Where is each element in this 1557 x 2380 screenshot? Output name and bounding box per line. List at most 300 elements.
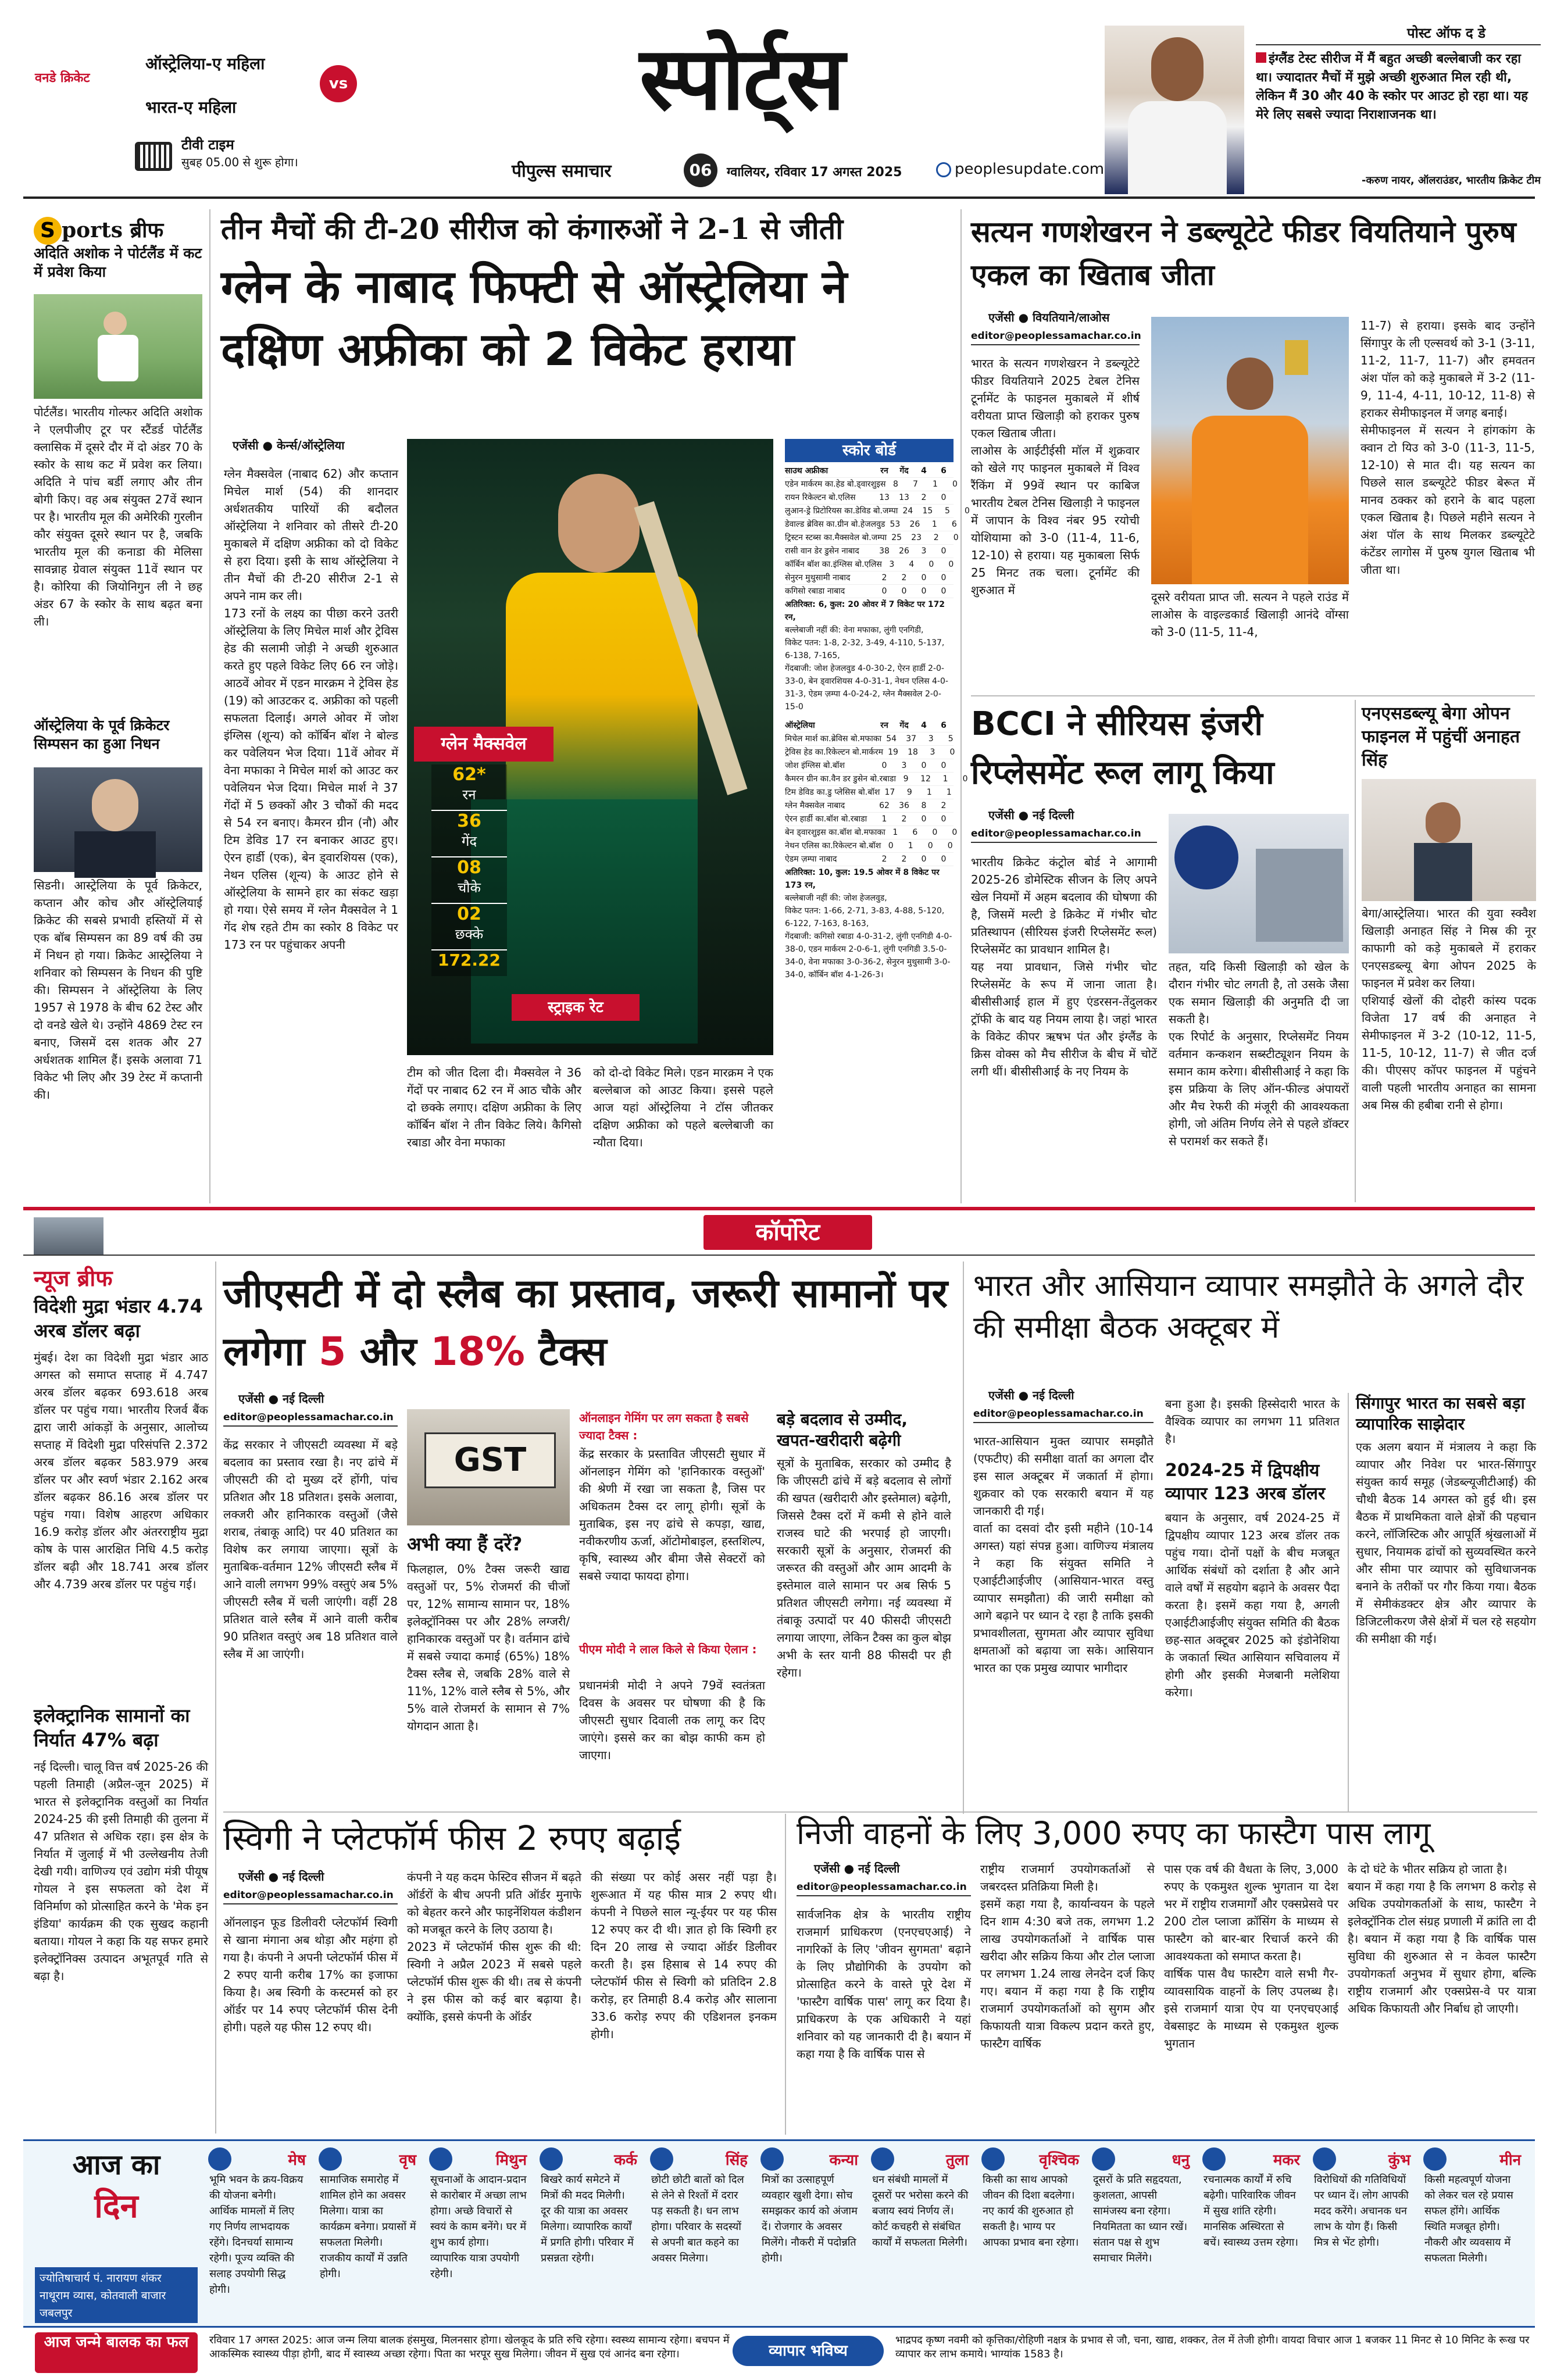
fastag-col-2: राष्ट्रीय राजमार्ग उपयोगकर्ताओं से जबरदस्त प्रतिक्रिया मिली है। इसमें कहा गया है, कार्यान्वयन के पहले दिन शाम 4:30 बजे तक, लगभग 1.2 लाख उपयोगकर्ताओं ने वार्षिक पास खरीदा और सक्रिय किया और टोल प्लाजा पर लगभग 1.24 लाख लेनदेन दर्ज किए गए। बयान में कहा गया है कि राष्ट्रीय राजमार्ग उपयोगकर्ताओं को सुगम और किफायती यात्रा विकल्प प्रदान करते हुए, फास्टैग वार्षिक bbox=[980, 1862, 1155, 2050]
header2-balls: गेंद bbox=[899, 721, 909, 730]
stat-balls-value: 36 bbox=[457, 811, 481, 831]
swiggy-col-2: कंपनी ने यह कदम फेस्टिव सीजन में बढ़ते ऑर्डरों के बीच अपनी प्रति ऑर्डर मुनाफे को बेहतर करने और फाइनेंशियल कंडीशन को मजबूत करने के लिए उठाया है। 2023 में प्लेटफॉर्म फीस शुरू की थी: स्विगी ने अप्रैल 2023 में सबसे पहले प्लेटफॉर्म फीस शुरू की थी। तब से कंपनी ने इस फीस को कई बार बढ़ाया है। क्योंकि, इससे कंपनी के ऑर्डर bbox=[407, 1870, 581, 2024]
bcci-col-2: तहत, यदि किसी खिलाड़ी को खेल के दौरान गंभीर चोट लगती है, तो उसके जैसा एक समान खिलाड़ी की अनुमति दी जा सकती है। एक रिपोर्ट के अनुसार, रिप्लेसमेंट नियम वर्तमान कन्कशन सब्स्टीट्यूशन नियम के समान काम करेगा। बीसीसीआई ने कहा कि इस प्रक्रिया के लिए ऑन-फील्ड अंपायरों और मैच रेफरी की मंजूरी की आवश्यकता होगी, जो अंतिम निर्णय लेने से पहले डॉक्टर से परामर्श कर सकते हैं। bbox=[1169, 960, 1349, 1148]
swiggy-byline: एजेंसी ● नई दिल्ली bbox=[238, 1870, 324, 1884]
batter-name: टिम डेविड का.डु प्लेसिस बो.बॉश bbox=[785, 788, 880, 797]
rashi-6 bbox=[756, 2144, 864, 2323]
satyan-email[interactable]: editor@peoplessamachar.co.in bbox=[971, 330, 1140, 345]
batter-stat: 0 bbox=[881, 761, 887, 770]
team1-fow: विकेट पतन: 1-8, 2-32, 3-49, 4-110, 5-137, 6-138, 7-165, bbox=[785, 638, 945, 660]
satyan-col-2: दूसरे वरीयता प्राप्त जी. सत्यन ने पहले राउंड में लाओस के वाइल्डकार्ड खिलाड़ी आनंदे वोंग्सा को 3-0 (11-5, 11-4, bbox=[1151, 590, 1353, 639]
rashi-name: धनु bbox=[1172, 2152, 1190, 2169]
masthead-rule bbox=[23, 196, 1535, 199]
batter-stat: 2 bbox=[901, 855, 907, 864]
rashi-text: किसी का साथ आपको जीवन की दिशा बदलेगा। नए कार्य की शुरुआत हो सकती है। भाग्य पर आपका प्रभाव बना रहेगा। bbox=[983, 2174, 1079, 2249]
asean-col-1: भारत-आसियान मुक्त व्यापार समझौते (एफटीए) की समीक्षा वार्ता का अगला दौर इस साल अक्टूबर में जकार्ता में होगा। शुक्रवार को एक सरकारी बयान में यह जानकारी दी गई। वार्ता का दसवां दौर इसी महीने (10-14 अगस्त) यहां संपन्न हुआ। वाणिज्य मंत्रालय ने कहा कि संयुक्त समिति ने एआईटीआईजीए (आसियान-भारत वस्तु व्यापार समझौता) की जारी समीक्षा को आगे बढ़ाने पर ध्यान दे रहा है ताकि इसकी प्रभावशीलता, सुगमता और व्यापार सुविधा क्षमताओं को बढ़ाया जा सके। आसियान भारत का एक प्रमुख व्यापार भागीदार bbox=[973, 1434, 1154, 1675]
batter-stat: 0 bbox=[888, 841, 894, 850]
stat-sixes-label: छक्के bbox=[455, 926, 484, 942]
team2-name: ऑस्ट्रेलिया bbox=[785, 721, 815, 730]
swiggy-email[interactable]: editor@peoplessamachar.co.in bbox=[223, 1889, 398, 1904]
golfer-photo bbox=[34, 294, 202, 399]
zodiac-icon bbox=[1313, 2147, 1336, 2171]
fastag-col-4: के दो घंटे के भीतर सक्रिय हो जाता है। बयान में कहा गया है कि लगभग 8 करोड़ से अधिक उपयोगकर्ताओं के साथ, फास्टैग ने इलेक्ट्रॉनिक टोल संग्रह प्रणाली में क्रांति ला दी है। बयान में कहा गया है कि वार्षिक पास सुविधा की शुरुआत से न केवल फास्टैग उपयोगकर्ता अनुभव में सुधार होगा, बल्कि राष्ट्रीय राजमार्ग और एक्सप्रेस-वे पर यात्रा अधिक किफायती और निर्बाध हो जाएगी। bbox=[1348, 1862, 1536, 2016]
rashi-text: विरोधियों की गतिविधियों पर ध्यान दें। लोग आपकी मदद करेंगे। अचानक धन लाभ के योग हैं। किसी मित्र से भेंट होगी। bbox=[1314, 2174, 1409, 2249]
stat-fours bbox=[431, 857, 507, 904]
main-col-1: ग्लेन मैक्सवेल (नाबाद 62) और कप्तान मिचेल मार्श (54) की शानदार अर्धशतकीय पारियों की बदौलत ऑस्ट्रेलिया ने शनिवार को तीसरे टी-20 मुकाबले में दक्षिण अफ्रीका को दो विकेट से हरा दिया। इसी के साथ ऑस्ट्रेलिया ने तीन मैचों की टी-20 सीरीज 2-1 से अपने नाम कर ली। 173 रनों के लक्ष्य का पीछा करने उतरी ऑस्ट्रेलिया के लिए मिचेल मार्श और ट्रेविस हेड की सलामी जोड़ी ने अच्छी शुरुआत करते हुए पहले विकेट लिए 66 रन जोड़े। आठवें ओवर में एडन मारक्रम ने ट्रेविस हेड (19) को आउटकर द. अफ्रीका को पहली सफलता दिलाई। अगले ओवर में जोश इंग्लिस (शून्य) को कॉर्बिन बॉश ने बोल्ड कर पवेलियन भेज दिया। 11वें ओवर में वेना मफाका ने मिचेल मार्श को आउट कर पवेलियन भेज दिया। मिचेल मार्श ने 37 गेंदों में 5 छक्कों और 3 चौकों की मदद से 54 रन बनाए। कैमरन ग्रीन (नौ) और टिम डेविड 17 रन बनाकर आउट हुए। ऐरन हार्डी (एक), बेन ड्वारशियस (एक), नेथन एलिस (शून्य) के आउट होने से ऑस्ट्रेलिया के सामने हार का संकट खड़ा हो गया। ऐसे समय में ग्लेन मैक्सवेल ने 1 गेंद शेष रहते टीम का स्कोर 8 विकेट पर 173 रन पर पहुंचाकर अपनी bbox=[224, 467, 398, 952]
stat-runs bbox=[431, 764, 507, 811]
batter-name: जोश इंग्लिस बो.बॉश bbox=[785, 761, 845, 770]
bcci-byline-place: नई दिल्ली bbox=[1033, 808, 1074, 822]
satyan-byline-place: वियतियाने/लाओस bbox=[1033, 310, 1110, 324]
batter-stat: 13 bbox=[879, 493, 890, 502]
stat-runs-value: 62* bbox=[452, 764, 486, 785]
team1-extras: अतिरिक्त: 6, कुल: 20 ओवर में 7 विकेट पर 172 रन, bbox=[785, 600, 945, 622]
batter-stat: 25 bbox=[891, 533, 902, 542]
batting-row bbox=[785, 518, 957, 531]
batter-stat: 0 bbox=[921, 587, 927, 596]
stat-balls-label: गेंद bbox=[461, 833, 477, 849]
swiggy-col-1: ऑनलाइन फूड डिलीवरी प्लेटफॉर्म स्विगी से खाना मंगाना अब थोड़ा और महंगा हो गया है। कंपनी ने अपनी प्लेटफॉर्म फीस में 2 रुपए यानी करीब 17% का इजाफा किया है। अब स्विगी के कस्टमर्स को हर ऑर्डर पर 14 रुपए प्लेटफॉर्म फीस देनी होगी। पहले यह फीस 12 रुपए थी। bbox=[223, 1916, 402, 2034]
karun-nair-photo bbox=[1105, 26, 1244, 194]
vs-badge bbox=[320, 65, 357, 102]
stat-strike-rate bbox=[431, 950, 507, 976]
maxwell-name-tag: ग्लेन मैक्सवेल bbox=[414, 727, 553, 762]
rashi-10 bbox=[1198, 2144, 1306, 2323]
rashi-9 bbox=[1087, 2144, 1195, 2323]
swiggy-headline: स्विगी ने प्लेटफॉर्म फीस 2 रुपए बढ़ाई bbox=[223, 1818, 681, 1858]
batter-name: ट्रिस्टन स्टब्स का.मैक्सवेल बो.जम्पा bbox=[785, 533, 887, 542]
team1-dnb: बल्लेबाजी नहीं की: वेना मफाका, लुंगी एनगिडी, bbox=[785, 626, 924, 635]
post-of-day-author: -करुण नायर, ऑलराउंडर, भारतीय क्रिकेट टीम bbox=[1362, 174, 1541, 187]
batter-stat: 0 bbox=[901, 587, 907, 596]
stat-fours-value: 08 bbox=[457, 857, 481, 878]
paper-name bbox=[512, 158, 612, 182]
satyan-col-3: 11-7) से हराया। इसके बाद उन्होंने सिंगापुर के ली एल्सवर्थ को 3-1 (3-11, 11-2, 11-7, 11-7) और हमवतन अंश पॉल को कड़े मुकाबले में 3-2 (11-9, 11-4, 4-11, 10-12, 11-8) से हराकर सेमीफाइनल में जगह बनाई। सेमीफाइनल में सत्यन ने हांगकांग के क्वान टो यिउ को 3-0 (11-3, 11-5, 12-10) से मात दी। यह सत्यन का पिछले साल डब्ल्यूटेटे फीडर बेरूत में मानव ठक्कर को हराने के बाद पहला एकल खिताब है। पिछले महीने सत्यन ने अंश पॉल के साथ मिलकर डब्ल्यूटेटे कंटेंडर लागोस में पुरुष युगल खिताब भी जीता था। bbox=[1360, 319, 1535, 577]
batter-stat: 62 bbox=[879, 801, 890, 810]
batter-stat: 12 bbox=[920, 774, 931, 784]
satyan-photo bbox=[1151, 317, 1349, 584]
satyan-bottom-rule bbox=[971, 695, 1535, 696]
bcci-col-1: भारतीय क्रिकेट कंट्रोल बोर्ड ने आगामी 2025-26 डोमेस्टिक सीजन के लिए अपने खेल नियमों में अहम बदलाव की घोषणा की है, जिसमें मल्टी डे क्रिकेट में गंभीर चोट प्रतिस्थापन (सीरियस इंजरी रिप्लेसमेंट रूल) रिप्लेसमेंट का प्रावधान शामिल है। यह नया प्रावधान, जिसे गंभीर चोट रिप्लेसमेंट के रूप में जाना जाता है। बीसीसीआई हाल में हुए एंडरसन-तेंदुलकर ट्रॉफी के बाद यह नियम लाया है। जहां भारत के विकेट कीपर ऋषभ पंत और इंग्लैंड के क्रिस वोक्स को मैच सीरीज के बीच में चोटें लगी थीं। बीसीसीआई के नए नियम के bbox=[971, 855, 1157, 1078]
batter-stat: 0 bbox=[962, 774, 968, 784]
team1-name: साउथ अफ्रीका bbox=[785, 466, 829, 476]
batter-stat: 3 bbox=[901, 761, 907, 770]
rashi-text: सूचनाओं के आदान-प्रदान से कारोबार में अच्छा लाभ होगा। अच्छे विचारों से स्वयं के काम बनेंगे। घर में शुभ कार्य होगा। व्यापारिक यात्रा उपयोगी रहेगी। bbox=[430, 2174, 527, 2280]
tv-icon bbox=[135, 142, 172, 171]
batter-stat: 0 bbox=[929, 560, 934, 569]
fastag-email[interactable]: editor@peoplessamachar.co.in bbox=[797, 1881, 971, 1896]
main-byline-agency: एजेंसी bbox=[233, 438, 259, 452]
team2-extras: अतिरिक्त: 10, कुल: 19.5 ओवर में 8 विकेट पर 173 रन, bbox=[785, 868, 940, 890]
zodiac-icon bbox=[871, 2147, 894, 2171]
rashi-1 bbox=[203, 2144, 312, 2323]
batter-name: लुआन-ड्रे प्रिटोरियस का.डेविड बो.जम्पा bbox=[785, 506, 898, 516]
gst-byline-agency: एजेंसी bbox=[238, 1392, 265, 1406]
gst-headline-post: टैक्स bbox=[538, 1329, 607, 1375]
batter-stat: 0 bbox=[941, 493, 947, 502]
rashifal-title-1: आज का bbox=[72, 2149, 160, 2181]
zodiac-icon bbox=[1423, 2147, 1447, 2171]
header-fours: 4 bbox=[921, 466, 927, 476]
bcci-email[interactable]: editor@peoplessamachar.co.in bbox=[971, 828, 1157, 843]
stat-fours-label: चौके bbox=[458, 880, 481, 896]
zodiac-icon bbox=[540, 2147, 563, 2171]
bcci-photo bbox=[1169, 814, 1349, 953]
zodiac-icon bbox=[319, 2147, 342, 2171]
batter-stat: 13 bbox=[899, 493, 909, 502]
masthead bbox=[0, 0, 1557, 198]
batter-stat: 1 bbox=[908, 841, 913, 850]
post-of-day-divider bbox=[1256, 44, 1541, 45]
news-brief-headline-2: इलेक्ट्रानिक सामानों का निर्यात 47% बढ़ा bbox=[34, 1704, 190, 1751]
batter-stat: 4 bbox=[909, 560, 915, 569]
swiggy-col-3: की संख्या पर कोई असर नहीं पड़ा है। शुरूआत में यह फीस मात्र 2 रुपए थी। कंपनी ने पिछले साल न्यू-ईयर पर यह फीस 12 रुपए कर दी थी। ज्ञात हो कि स्विगी हर दिन 20 लाख से ज्यादा ऑर्डर डिलीवर करती है। इस हिसाब से 14 रुपए की प्लेटफॉर्म फीस से स्विगी को प्रतिदिन 2.8 करोड़, हर तिमाही 8.4 करोड़ और सालाना 33.6 करोड़ रुपए की एडिशनल इनकम होगी। bbox=[591, 1870, 781, 2041]
batter-name: कगिसो रबाडा नाबाद bbox=[785, 587, 845, 596]
section-title: स्पोर्ट्स bbox=[640, 27, 844, 130]
batter-stat: 0 bbox=[921, 761, 927, 770]
singapore-text: एक अलग बयान में मंत्रालय ने कहा कि व्यापार और निवेश पर भारत-सिंगापुर संयुक्त कार्य समूह (जेडब्ल्यूजीटीआई) की चौथी बैठक 14 अगस्त को हुई थी। इस बैठक में प्राथमिकता वाले क्षेत्रों की पहचान करने, लॉजिस्टिक और आपूर्ति श्रृंखलाओं में सुधार, नियामक ढांचों को सुव्यवस्थित करने और सीमा पार व्यापार को सुविधाजनक बनाने के तरीकों पर गौर किया गया। बैठक में सेमीकंडक्टर क्षेत्र और व्यापार के डिजिटलीकरण जैसे क्षेत्रों में चल रहे सहयोग की समीक्षा की गई। bbox=[1356, 1440, 1540, 1646]
batting-row bbox=[785, 545, 954, 558]
batting-row bbox=[785, 491, 954, 505]
paper-name-text: पीपुल्स समाचार bbox=[512, 161, 612, 181]
market-building-photo bbox=[34, 1217, 103, 1255]
gst-rate-5: 5 bbox=[318, 1329, 347, 1375]
batter-stat: 24 bbox=[902, 506, 913, 516]
stat-sixes-value: 02 bbox=[457, 904, 481, 924]
tv-time: सुबह 05.00 से शुरू होगा। bbox=[181, 155, 298, 169]
batter-stat: 0 bbox=[952, 828, 958, 837]
satyan-headline: सत्यन गणशेखरन ने डब्ल्यूटेटे फीडर वियतियाने पुरुष एकल का खिताब जीता bbox=[971, 215, 1516, 292]
rashi-name: कन्या bbox=[829, 2152, 858, 2169]
gst-divider bbox=[963, 1262, 964, 1814]
swiggy-divider bbox=[785, 1814, 786, 2135]
rashifal-title-box bbox=[35, 2145, 198, 2261]
header2-fours: 4 bbox=[921, 721, 927, 730]
tv-label: टीवी टाइम bbox=[181, 137, 234, 153]
brief-text-1: पोर्टलैंड। भारतीय गोल्फर अदिति अशोक ने एलपीजीए टूर पर स्टैंडर्ड पोर्टलैंड क्लासिक में दूसरे दौर में दो अंडर 70 के स्कोर के साथ कट में प्रवेश कर लिया। अदिति ने पांच बर्डी लगाए और तीन बोगी किए। वह अब संयुक्त 27वें स्थान पर है। भारतीय मूल की अमेरिकी गुरलीन कौर संयुक्त दूसरे स्थान पर है, जबकि भारतीय मूल की कनाडा की मेलिसा सावन्नाह ग्रेवाल संयुक्त 11वें स्थान पर है। कोरिया की जियोनिगुन ली ने छह अंडर 67 के स्कोर के साथ बढ़त बना ली। bbox=[34, 405, 206, 628]
corporate-label: कॉर्पोरेट bbox=[703, 1215, 872, 1250]
batter-stat: 0 bbox=[941, 573, 947, 583]
zodiac-icon bbox=[1092, 2147, 1115, 2171]
asean-byline-agency: एजेंसी bbox=[988, 1388, 1015, 1402]
news-brief-divider bbox=[215, 1262, 216, 2134]
batter-stat: 1 bbox=[946, 788, 952, 797]
gst-col-1: केंद्र सरकार ने जीएसटी व्यवस्था में बड़े बदलाव का प्रस्ताव रखा है। नए ढांचे में जीएसटी की दो मुख्य दरें होंगी, पांच प्रतिशत और 18 प्रतिशत। इसके अलावा, लक्जरी और हानिकारक वस्तुओं (जैसे शराब, तंबाकू आदि) पर 40 प्रतिशत का विशेष कर लगाया जाएगा। सूत्रों के मुताबिक-वर्तमान 12% जीएसटी स्लैब में आने वाली लगभग 99% वस्तुएं अब 5% जीएसटी स्लैब में चली जाएंगी। वहीं 28 प्रतिशत वाले स्लैब में आने वाली करीब 90 प्रतिशत वस्तुएं अब 18 प्रतिशत वाले स्लैब में आ जाएंगी। bbox=[223, 1438, 402, 1661]
batter-stat: 0 bbox=[941, 587, 947, 596]
rashi-name: सिंह bbox=[725, 2152, 748, 2169]
batter-stat: 2 bbox=[933, 533, 939, 542]
batter-stat: 53 bbox=[890, 520, 901, 529]
batter-stat: 0 bbox=[947, 841, 953, 850]
rashi-name: कुंभ bbox=[1388, 2152, 1410, 2169]
batter-stat: 1 bbox=[881, 814, 887, 824]
batter-name: ट्रेविस हेड का.रिकेल्टन बो.मार्करम bbox=[785, 748, 883, 757]
batter-name: सेनुरन मुथुसामी नाबाद bbox=[785, 573, 851, 583]
asean-headline: भारत और आसियान व्यापार समझौते के अगले दौर की समीक्षा बैठक अक्टूबर में bbox=[973, 1268, 1524, 1345]
gst-sub3-text: प्रधानमंत्री मोदी ने अपने 79वें स्वतंत्रता दिवस के अवसर पर घोषणा की है कि जीएसटी सुधार दिवाली तक लागू कर दिए जाएंगे। इससे कर का बोझ काफी कम हो जाएगा। bbox=[579, 1678, 769, 1762]
batter-name: रायन रिकेल्टन बो.एलिस bbox=[785, 493, 856, 502]
rashi-3 bbox=[424, 2144, 533, 2323]
batter-stat: 5 bbox=[944, 506, 950, 516]
zodiac-icon bbox=[208, 2147, 231, 2171]
batter-stat: 26 bbox=[899, 546, 909, 556]
batting-row bbox=[785, 505, 970, 518]
business-text: भाद्रपद कृष्ण नवमी को कृत्तिका/रोहिणी नक्षत्र के प्रभाव से जौ, चना, खाद्य, शक्कर, तेल में तेजी होगी। वायदा विचार आज 1 बजकर 11 मिनट से 10 मिनिट के रूख पर व्यापार कर लाभ कमाये। भाग्यांक 1583 है। bbox=[895, 2334, 1530, 2360]
satyan-col-1: भारत के सत्यन गणशेखरन ने डब्ल्यूटेटे फीडर वियतियाने 2025 टेबल टेनिस टूर्नामेंट के फाइनल मुकाबले में शीर्ष वरीयता प्राप्त खिलाड़ी को हराकर पुरुष एकल खिताब जीता। लाओस के आईटीईसी मॉल में शुक्रवार को खेले गए फाइनल मुकाबले में विश्व रैंकिंग में 99वें स्थान पर काबिज भारतीय टेबल टेनिस खिलाड़ी ने फाइनल में जापान के विश्व नंबर 95 रयोची योशियामा को 3-0 (11-4, 11-6, 12-10) से हराया। यह मुकाबला सिर्फ 25 मिनट तक चला। टूर्नामेंट की शुरुआत में bbox=[971, 356, 1140, 597]
batter-name: ऐरन हार्डी का.बॉश बो.रबाडा bbox=[785, 814, 867, 824]
rashi-name: तुला bbox=[945, 2152, 969, 2169]
gst-headline-text: जीएसटी में दो स्लैब का प्रस्ताव, जरूरी सामानों पर लगेगा bbox=[223, 1271, 948, 1375]
rashi-name: मिथुन bbox=[495, 2152, 527, 2169]
swiggy-byline-place: नई दिल्ली bbox=[283, 1870, 324, 1884]
maxwell-stats bbox=[431, 764, 507, 976]
sports-brief-rest: ports ब्रीफ bbox=[62, 218, 164, 242]
batter-stat: 2 bbox=[881, 573, 887, 583]
scoreboard-header-2 bbox=[785, 719, 954, 732]
gst-sub2-kicker: ऑनलाइन गेमिंग पर लग सकता है सबसे ज्यादा टैक्स : bbox=[579, 1411, 749, 1442]
batter-stat: 2 bbox=[901, 814, 907, 824]
zodiac-icon bbox=[1202, 2147, 1226, 2171]
batter-stat: 0 bbox=[952, 480, 958, 489]
rashi-text: धन संबंधी मामलों में दूसरों पर भरोसा करने की बजाय स्वयं निर्णय लें। कोर्ट कचहरी से संबंधित कार्यों में सफलता मिलेगी। bbox=[872, 2174, 969, 2249]
batter-name: ग्लेन मैक्सवेल नाबाद bbox=[785, 801, 845, 810]
batter-stat: 8 bbox=[893, 480, 898, 489]
batting-row bbox=[785, 786, 954, 799]
batter-stat: 18 bbox=[908, 748, 918, 757]
batter-stat: 0 bbox=[949, 748, 955, 757]
batter-stat: 17 bbox=[884, 788, 895, 797]
fastag-headline: निजी वाहनों के लिए 3,000 रुपए का फास्टैग पास लागू bbox=[797, 1815, 1431, 1852]
rashi-text: मित्रों का उत्साहपूर्ण व्यवहार खुशी देगा। सोच समझकर कार्य को अंजाम दें। रोजगार के अवसर मिलेंगे। नौकरी में पदोन्नति होगी। bbox=[762, 2174, 858, 2264]
batter-stat: 0 bbox=[921, 814, 927, 824]
stat-sixes bbox=[431, 904, 507, 950]
dateline: ग्वालियर, रविवार 17 अगस्त 2025 bbox=[727, 165, 902, 180]
anahat-photo bbox=[1362, 779, 1536, 901]
zodiac-icon bbox=[981, 2147, 1005, 2171]
batter-stat: 0 bbox=[941, 855, 947, 864]
batting-row bbox=[785, 826, 958, 839]
bcci-headline: BCCI ने सीरियस इंजरी रिप्लेसमेंट रूल लागू किया bbox=[971, 705, 1274, 792]
batter-stat: 6 bbox=[951, 520, 957, 529]
batter-name: ऐडम ज़म्पा नाबाद bbox=[785, 855, 837, 864]
brief-text-2: सिडनी। आस्ट्रेलिया के पूर्व क्रिकेटर, कप्तान और कोच और ऑस्ट्रेलियाई क्रिकेट की सबसे प्रभावी हस्तियों में से एक बॉब सिम्पसन का 89 वर्ष की उम्र में निधन हो गया। क्रिकेट आस्ट्रेलिया ने शनिवार को सिम्पसन के निधन की पुष्टि की। सिम्पसन ने ऑस्ट्रेलिया के लिए 1957 से 1978 के बीच 62 टेस्ट और दो वनडे खेले थे। उन्होंने 4869 टेस्ट रन बनाए, जिसमें दस शतक और 27 अर्धशतक शामिल हैं। इसके अलावा 71 विकेट भी लिए और 39 टेस्ट में कप्तानी की। bbox=[34, 878, 206, 1102]
batter-stat: 9 bbox=[906, 788, 912, 797]
post-of-day-label: पोस्ट ऑफ द डे bbox=[1407, 25, 1485, 41]
batter-stat: 1 bbox=[933, 480, 938, 489]
quote-icon bbox=[1256, 52, 1266, 63]
batter-stat: 3 bbox=[889, 560, 895, 569]
sports-s-badge: S bbox=[34, 217, 62, 245]
asean-sub-text: बयान के अनुसार, वर्ष 2024-25 में द्विपक्षीय व्यापार 123 अरब डॉलर तक पहुंच गया। दोनों पक्षों के बीच मजबूत आर्थिक संबंधों को दर्शाता है और आने वाले वर्षों में सहयोग बढ़ाने के अवसर पैदा करता है। इसमें कहा गया है, अगली एआईटीआईजीए संयुक्त समिति की बैठक छह-सात अक्टूबर 2025 को इंडोनेशिया के जकार्ता स्थित आसियान सचिवालय में होगी और इसकी मेजबानी मलेशिया करेगा। bbox=[1165, 1511, 1344, 1699]
batter-stat: 3 bbox=[921, 546, 927, 556]
rashi-text: छोटी छोटी बातों को दिल से लेने से रिश्तों में दरार पड़ सकती है। धन लाभ होगा। परिवार के सदस्यों से अपनी बात कहने का अवसर मिलेगा। bbox=[651, 2174, 744, 2264]
fastag-byline-agency: एजेंसी bbox=[814, 1861, 840, 1875]
batter-stat: 0 bbox=[921, 855, 927, 864]
team2-fow: विकेट पतन: 1-66, 2-71, 3-83, 4-88, 5-120, 6-122, 7-163, 8-163, bbox=[785, 906, 945, 928]
batter-stat: 0 bbox=[932, 828, 938, 837]
gst-sub2-text: केंद्र सरकार के प्रस्तावित जीएसटी सुधार में ऑनलाइन गेमिंग को 'हानिकारक वस्तुओं' की श्रेणी में रखा जा सकता है, जिस पर अधिकतम टैक्स दर लागू होगी। सूत्रों के मुताबिक, इस नए ढांचे से कपड़ा, खाद्य, नवीकरणीय ऊर्जा, ऑटोमोबाइल, हस्तशिल्प, कृषि, स्वास्थ्य और बीमा जैसे सेक्टरों को सबसे ज्यादा फायदा होगा। bbox=[579, 1447, 769, 1583]
batter-stat: 0 bbox=[941, 761, 947, 770]
batter-stat: 0 bbox=[941, 546, 947, 556]
page-number bbox=[684, 153, 717, 187]
batter-stat: 5 bbox=[948, 734, 954, 744]
asean-email[interactable]: editor@peoplessamachar.co.in bbox=[973, 1408, 1154, 1423]
batter-stat: 8 bbox=[921, 801, 927, 810]
bcci-divider bbox=[1355, 700, 1356, 1202]
batter-stat: 6 bbox=[912, 828, 918, 837]
zodiac-icon bbox=[429, 2147, 452, 2171]
globe-icon bbox=[936, 162, 951, 177]
batter-stat: 54 bbox=[886, 734, 897, 744]
fastag-byline: एजेंसी ● नई दिल्ली bbox=[814, 1861, 900, 1875]
batter-stat: 15 bbox=[922, 506, 933, 516]
news-brief-text-2: नई दिल्ली। चालू वित्त वर्ष 2025-26 की पहली तिमाही (अप्रैल-जून 2025) में भारत से इलेक्ट्रानिक वस्तुओं का निर्यात 2024-25 की इसी तिमाही की तुलना में 47 प्रतिशत से अधिक रहा। इस क्षेत्र के निर्यात में जुलाई में भी उल्लेखनीय तेजी देखी गयी। वाणिज्य एवं उद्योग मंत्री पीयूष गोयल ने इस सफलता को देश में विनिर्माण को प्रोत्साहित करने के 'मेक इन इंडिया' कार्यक्रम की एक सुखद कहानी बताया। गोयल ने कहा कि यह सफर हमारे इलेक्ट्रॉनिक्स उत्पादन अभूतपूर्व गति से बढ़ा है। bbox=[34, 1760, 212, 1983]
rashi-8 bbox=[977, 2144, 1085, 2323]
batter-stat: 26 bbox=[909, 520, 920, 529]
scoreboard-header-1 bbox=[785, 464, 954, 478]
business-label: व्यापार भविष्य bbox=[733, 2336, 884, 2366]
batter-stat: 1 bbox=[942, 774, 948, 784]
batter-name: मिचेल मार्श का.ब्रेविस बो.मफाका bbox=[785, 734, 882, 744]
batter-stat: 3 bbox=[930, 748, 935, 757]
header-balls: गेंद bbox=[899, 466, 909, 476]
batting-row bbox=[785, 759, 954, 773]
team1: ऑस्ट्रेलिया-ए महिला bbox=[145, 54, 265, 73]
rashi-name: कर्क bbox=[614, 2152, 637, 2169]
vs-text: vs bbox=[328, 75, 348, 92]
stat-strike-rate-value: 172.22 bbox=[437, 950, 501, 970]
bcci-byline-agency: एजेंसी bbox=[988, 808, 1015, 822]
team2-batting-rows bbox=[785, 732, 968, 866]
team1-batting-rows bbox=[785, 478, 970, 598]
batter-stat: 0 bbox=[941, 814, 947, 824]
brief-headline-2: ऑस्ट्रेलिया के पूर्व क्रिकेटर सिम्पसन का हुआ निधन bbox=[34, 717, 170, 752]
main-right-divider bbox=[960, 209, 962, 1203]
zodiac-icon bbox=[650, 2147, 673, 2171]
asean-byline-place: नई दिल्ली bbox=[1033, 1388, 1074, 1402]
born-text: रविवार 17 अगस्त 2025: आज जन्म लिया बालक हंसमुख, मिलनसार होगा। खेलकूद के प्रति रुचि रहेगा। स्वस्थ्य सामान्य रहेगा। बचपन में आकस्मिक स्वास्थ्य पीड़ा होगी, बाद में स्वास्थ्य अच्छा रहेगा। पिता का भरपूर सुख मिलेगा। जीवन में सुख एवं आनंद बना रहेगा। bbox=[209, 2334, 730, 2360]
batter-name: कॉर्बिन बॉश का.इंग्लिस बो.एलिस bbox=[785, 560, 882, 569]
batter-stat: 1 bbox=[892, 828, 898, 837]
website-text: peoplesupdate.com bbox=[955, 160, 1105, 178]
stat-runs-label: रन bbox=[462, 787, 476, 803]
batting-row bbox=[785, 531, 959, 545]
anahat-headline: एनएसडब्ल्यू बेगा ओपन फाइनल में पहुंचीं अनाहत सिंह bbox=[1362, 703, 1520, 770]
born-label: आज जन्मे बालक का फल bbox=[35, 2332, 198, 2373]
asean-sub-headline: 2024-25 में द्विपक्षीय व्यापार 123 अरब डॉलर bbox=[1165, 1460, 1326, 1504]
bcci-byline: एजेंसी ● नई दिल्ली bbox=[988, 808, 1074, 822]
rashi-text: सामाजिक समारोह में शामिल होने का अवसर मिलेगा। यात्रा का कार्यक्रम बनेगा। प्रयासों में सफलता मिलेगी। राजकीय कार्यों में उन्नति होगी। bbox=[320, 2174, 416, 2280]
batter-name: नेथन एलिस का.रिकेल्टन बो.बॉश bbox=[785, 841, 881, 850]
rashifal-astrologer: ज्योतिषाचार्य पं. नारायण शंकर नाथूराम व्यास, कोतवाली बाजार जबलपुर bbox=[35, 2267, 198, 2323]
rashi-text: दूसरों के प्रति सहृदयता, कुशलता, आपसी सामंजस्य बना रहेगा। नियमितता का ध्यान रखें। संतान पक्ष से शुभ समाचार मिलेंगे। bbox=[1093, 2174, 1188, 2264]
team2-dnb: बल्लेबाजी नहीं की: जोश हेजलवुड, bbox=[785, 894, 887, 903]
news-brief-headline-1: विदेशी मुद्रा भंडार 4.74 अरब डॉलर बढ़ा bbox=[34, 1295, 203, 1342]
batting-row bbox=[785, 813, 954, 826]
strike-rate-label: स्ट्राइक रेट bbox=[512, 994, 640, 1021]
batter-stat: 2 bbox=[901, 573, 907, 583]
header2-runs: रन bbox=[880, 721, 888, 730]
gst-sub1-headline: अभी क्या हैं दरें? bbox=[407, 1533, 523, 1555]
gst-photo-label: GST bbox=[424, 1432, 556, 1488]
main-byline-place: केर्न्स/ऑस्ट्रेलिया bbox=[277, 438, 345, 452]
fastag-col-3: पास एक वर्ष की वैधता के लिए, 3,000 रुपए के एकमुश्त शुल्क भुगतान या देश भर में राष्ट्रीय राजमार्गों और एक्सप्रेसवे पर 200 टोल प्लाजा क्रॉसिंग के माध्यम से फास्टैग को बार-बार रिचार्ज करने की आवश्यकता को समाप्त करता है। वार्षिक पास वैध फास्टैग वाले सभी गैर-व्यावसायिक वाहनों के लिए उपलब्ध है। इसे राजमार्ग यात्रा ऐप या एनएचएआई वेबसाइट के माध्यम से एकमुश्त शुल्क भुगतान bbox=[1164, 1862, 1338, 2050]
website-link[interactable] bbox=[936, 160, 1104, 178]
rashi-12 bbox=[1419, 2144, 1527, 2323]
fastag-col-1: सार्वजनिक क्षेत्र के भारतीय राष्ट्रीय राजमार्ग प्राधिकरण (एनएचएआई) ने नागरिकों के लिए 'जीवन सुगमता' बढ़ाने के लिए प्रौद्योगिकी के उपयोग को प्रोत्साहित करने के वास्ते पूरे देश में 'फास्टैग वार्षिक पास' लागू कर दिया है। प्राधिकरण के एक अधिकारी ने यहां शनिवार को यह जानकारी दी है। बयान में कहा गया है कि वार्षिक पास से bbox=[797, 1907, 975, 2061]
batter-name: कैमरन ग्रीन का.वैन डर डुसेन बो.रबाडा bbox=[785, 774, 897, 784]
gst-rate-18: 18% bbox=[430, 1329, 525, 1375]
batting-row bbox=[785, 773, 968, 786]
batter-stat: 2 bbox=[921, 493, 927, 502]
team2-bowling: गेंदबाजी: कगिसो रबाडा 4-0-31-2, लुंगी एनगिडी 4-0-38-0, एडन मार्करम 2-0-6-1, लुंगी एनगिडी 3.5-0-34-0, वेना मफाका 3-0-36-2, सेनुरन मुथुसामी 3-0-34-0, कॉर्बिन बॉश 4-1-26-3। bbox=[785, 932, 952, 980]
batter-name: बेन ड्वारशुइस का.बॉश बो.मफाका bbox=[785, 828, 885, 837]
corporate-rule bbox=[23, 1207, 1535, 1210]
rashi-name: वृश्चिक bbox=[1039, 2152, 1079, 2169]
team1-bowling: गेंदबाजी: जोश हेजलवुड 4-0-30-2, ऐरन हार्डी 2-0-33-0, बेन ड्वारशियस 4-0-31-1, नेथन एलिस 4-0-31-3, ऐडम ज़म्पा 4-0-24-2, ग्लेन मैक्सवेल 2-0-15-0 bbox=[785, 664, 948, 712]
zodiac-icon bbox=[760, 2147, 784, 2171]
rashifal-title-2: दिन bbox=[94, 2188, 138, 2225]
batting-row bbox=[785, 839, 954, 853]
gst-sub3-kicker: पीएम मोदी ने लाल किले से किया ऐलान : bbox=[579, 1642, 757, 1656]
batter-stat: 0 bbox=[927, 841, 933, 850]
anahat-text: बेगा/आस्ट्रेलिया। भारत की युवा स्क्वैश खिलाड़ी अनाहत सिंह ने मिस्र की नूर काफागी को कड़े मुकाबले में हराकर एनएसडब्ल्यू बेगा ओपन 2025 के फाइनल में प्रवेश कर लिया। एशियाई खेलों की दोहरी कांस्य पदक विजेता 17 वर्ष की अनाहत ने सेमीफाइनल में 3-2 (10-12, 11-5, 11-5, 10-12, 11-7) से जीत दर्ज की। पीएसए कॉपर फाइनल में पहुंचने वाली पहली भारतीय अनाहत का सामना अब मिस्र की हबीबा रानी से होगा। bbox=[1362, 906, 1536, 1112]
main-headline: ग्लेन के नाबाद फिफ्टी से ऑस्ट्रेलिया ने दक्षिण अफ्रीका को 2 विकेट हराया bbox=[221, 261, 848, 376]
batter-stat: 9 bbox=[903, 774, 909, 784]
satyan-byline-agency: एजेंसी bbox=[988, 310, 1015, 324]
batter-stat: 1 bbox=[926, 788, 932, 797]
batter-name: डेवाल्ड ब्रेविस का.ग्रीन बो.हेजलवुड bbox=[785, 520, 885, 529]
rashi-name: मकर bbox=[1273, 2152, 1300, 2169]
batter-stat: 0 bbox=[881, 587, 887, 596]
rashi-5 bbox=[645, 2144, 753, 2323]
rashi-name: मेष bbox=[288, 2152, 306, 2169]
scoreboard bbox=[785, 439, 970, 1200]
brief-divider bbox=[209, 209, 210, 1203]
batter-stat: 7 bbox=[913, 480, 918, 489]
gst-byline-place: नई दिल्ली bbox=[283, 1392, 324, 1406]
batting-row bbox=[785, 746, 954, 759]
rashi-text: भूमि भवन के क्रय-विक्रय की योजना बनेगी। आर्थिक मामलों में लिए गए निर्णय लाभदायक रहेंगे। दिनचर्या सामान्य रहेगी। पूज्य व्यक्ति की सलाह उपयोगी सिद्ध होगी। bbox=[209, 2174, 303, 2296]
gst-email[interactable]: editor@peoplessamachar.co.in bbox=[223, 1411, 398, 1427]
batter-stat: 23 bbox=[911, 533, 922, 542]
batter-name: एडेन मार्करम का.हेड बो.ड्वारशुइस bbox=[785, 480, 886, 489]
gst-sub4-text: सूत्रों के मुताबिक, सरकार को उम्मीद है कि जीएसटी ढांचे में बड़े बदलाव से लोगों की खपत (खरीदारी और इस्तेमाल) बढ़ेगी, जिससे टैक्स दरों में कमी से होने वाले राजस्व घाटे की भरपाई हो जाएगी। सरकारी सूत्रों के अनुसार, रोजमर्रा की जरूरत की वस्तुओं और आम आदमी के इस्तेमाल वाले सामान पर अब सिर्फ 5 प्रतिशत जीएसटी लगेगा। नई व्यवस्था में तंबाकू उत्पादों पर 40 फीसदी जीएसटी लगाया जाएगा, लेकिन टैक्स का कुल बोझ अभी के स्तर यानी 88 फीसदी पर ही रहेगा। bbox=[777, 1456, 955, 1679]
rashi-7 bbox=[866, 2144, 974, 2323]
gst-byline: एजेंसी ● नई दिल्ली bbox=[238, 1392, 324, 1406]
asean-col-2: बना हुआ है। इसकी हिस्सेदारी भारत के वैश्विक व्यापार का लगभग 11 प्रतिशत है। bbox=[1165, 1397, 1344, 1446]
gst-headline bbox=[223, 1265, 956, 1381]
gst-sub4-headline: बड़े बदलाव से उम्मीद, खपत-खरीदारी बढ़ेगी bbox=[777, 1410, 908, 1450]
scoreboard-title: स्कोर बोर्ड bbox=[785, 439, 954, 462]
swiggy-byline-agency: एजेंसी bbox=[238, 1870, 265, 1884]
rashi-11 bbox=[1308, 2144, 1416, 2323]
batting-row bbox=[785, 478, 958, 491]
simpson-photo bbox=[34, 767, 202, 872]
singapore-headline: सिंगापुर भारत का सबसे बड़ा व्यापारिक साझेदार bbox=[1356, 1393, 1525, 1434]
asean-divider bbox=[1348, 1393, 1349, 1811]
post-of-day-text bbox=[1256, 50, 1541, 124]
batting-row bbox=[785, 799, 954, 813]
page-number-text: 06 bbox=[689, 160, 712, 180]
batting-row bbox=[785, 585, 954, 598]
rashi-text: किसी महत्वपूर्ण योजना को लेकर चल रहे प्रयास सफल होंगे। आर्थिक स्थिति मजबूत होगी। नौकरी और व्यवसाय में सफलता मिलेगी। bbox=[1424, 2174, 1513, 2264]
news-brief-text-1: मुंबई। देश का विदेशी मुद्रा भंडार आठ अगस्त को समाप्त सप्ताह में 4.747 अरब डॉलर बढ़कर 693.618 अरब डॉलर पर पहुंच गया। भारतीय रिजर्व बैंक द्वारा जारी आंकड़ों के अनुसार, आलोच्य सप्ताह में विदेशी मुद्रा परिसंपत्ति 2.372 अरब डॉलर बढ़कर 583.979 अरब डॉलर पर और स्वर्ण भंडार 2.162 अरब डॉलर बढ़कर 86.16 अरब डॉलर पर पहुंच गया। विशेष आहरण अधिकार 16.9 करोड़ डॉलर और अंतरराष्ट्रीय मुद्रा कोष के पास आरक्षित निधि 4.5 करोड़ डॉलर बढ़ी और 18.741 अरब डॉलर और 4.739 अरब डॉलर पर पहुंच गई। bbox=[34, 1350, 212, 1591]
batting-row bbox=[785, 571, 954, 585]
main-kicker: तीन मैचों की टी-20 सीरीज को कंगारुओं ने 2-1 से जीती bbox=[221, 212, 844, 246]
batter-stat: 3 bbox=[928, 734, 934, 744]
header-sixes: 6 bbox=[941, 466, 947, 476]
